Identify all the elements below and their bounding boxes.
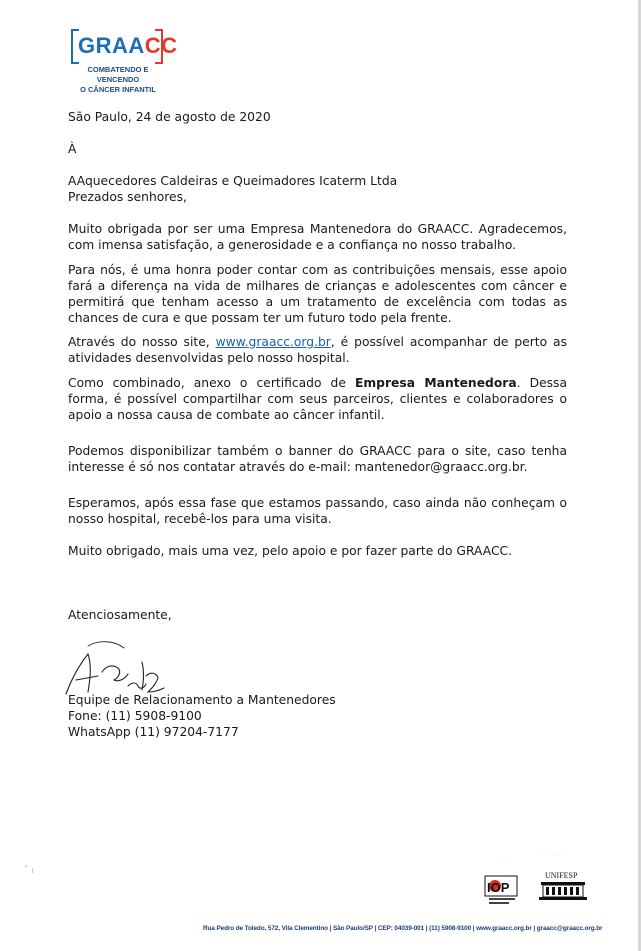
p4-text-before: Como combinado, anexo o certificado de	[68, 376, 355, 390]
iop-text: IOP	[487, 880, 510, 895]
p4-text-after: . Dessa forma, é possível compartilhar com seus parceiros, clientes e colaboradores o apoio a nossa causa de combate ao câncer infantil.	[68, 376, 567, 422]
handwritten-signature	[58, 636, 170, 700]
logo-wordmark	[78, 32, 178, 59]
paragraph-certificate	[68, 375, 567, 423]
logo-tagline-line1: COMBATENDO E VENCENDO	[87, 65, 149, 84]
iop-logo-icon	[485, 876, 517, 904]
team-name: Equipe de Relacionamento a Mantenedores	[68, 693, 336, 707]
logo-word-part1: GRAA	[78, 33, 145, 58]
logo-frame	[71, 29, 178, 62]
paragraph-visit: Esperamos, após essa fase que estamos passando, caso ainda não conheçam o nosso hospital, recebê-los para uma visita.	[68, 496, 567, 526]
unifesp-logo-icon	[539, 871, 587, 900]
date-line: São Paulo, 24 de agosto de 2020	[68, 110, 271, 124]
paragraph-site	[68, 334, 567, 366]
p3-text-after: , é possível acompanhar de perto as atividades desenvolvidas pelo nosso hospital.	[68, 335, 567, 365]
logo-tagline-line2: O CÂNCER INFANTIL	[80, 85, 156, 94]
scan-mark-icon: ˚ ı	[24, 866, 34, 876]
whatsapp-line: WhatsApp (11) 97204-7177	[68, 725, 239, 739]
paragraph-final-thanks: Muito obrigado, mais uma vez, pelo apoio e por fazer parte do GRAACC.	[68, 544, 513, 558]
p3-text-before: Através do nosso site,	[68, 335, 216, 349]
svg-text:· · · · · · ·: · · · · · · ·	[543, 852, 564, 858]
paragraph-banner: Podemos disponibilizar também o banner do GRAACC para o site, caso tenha interesse é só nos contatar através do e-mail: mantenedor@graacc.org.br.	[68, 444, 567, 474]
to-line: À	[68, 142, 77, 156]
website-link[interactable]: www.graacc.org.br	[215, 335, 331, 349]
graacc-logo	[70, 29, 178, 95]
paragraph-thanks: Muito obrigada por ser uma Empresa Mantenedora do GRAACC. Agradecemos, com imensa satisfação, a generosidade e a confiança no nosso trabalho.	[68, 222, 567, 252]
partner-logos	[483, 846, 595, 916]
paragraph-honor: Para nós, é uma honra poder contar com as contribuições mensais, esse apoio fará a diferença na vida de milhares de crianças e adolescentes com câncer e permitirá que tenham acesso a um tratamento de excelência com todas as chances de cura e que possam ter um futuro todo pela frente.	[68, 263, 567, 325]
recipient-line: AAquecedores Caldeiras e Queimadores Icaterm Ltda	[68, 174, 398, 188]
logo-tagline	[70, 65, 166, 95]
salutation: Prezados senhores,	[68, 190, 187, 204]
svg-text:· · ·: · · ·	[497, 854, 505, 860]
unifesp-text: UNIFESP	[545, 871, 578, 880]
p4-bold-text: Empresa Mantenedora	[354, 376, 517, 390]
footer-address: Rua Pedro de Toledo, 572, Vila Clementino | São Paulo/SP | CEP: 04039-001 | (11) 5908-9100 | www.graacc.org.br | graacc@graacc.org.br	[203, 925, 603, 932]
closing: Atenciosamente,	[68, 608, 172, 622]
phone-line: Fone: (11) 5908-9100	[68, 709, 202, 723]
logo-word-part2: CC	[144, 33, 178, 58]
